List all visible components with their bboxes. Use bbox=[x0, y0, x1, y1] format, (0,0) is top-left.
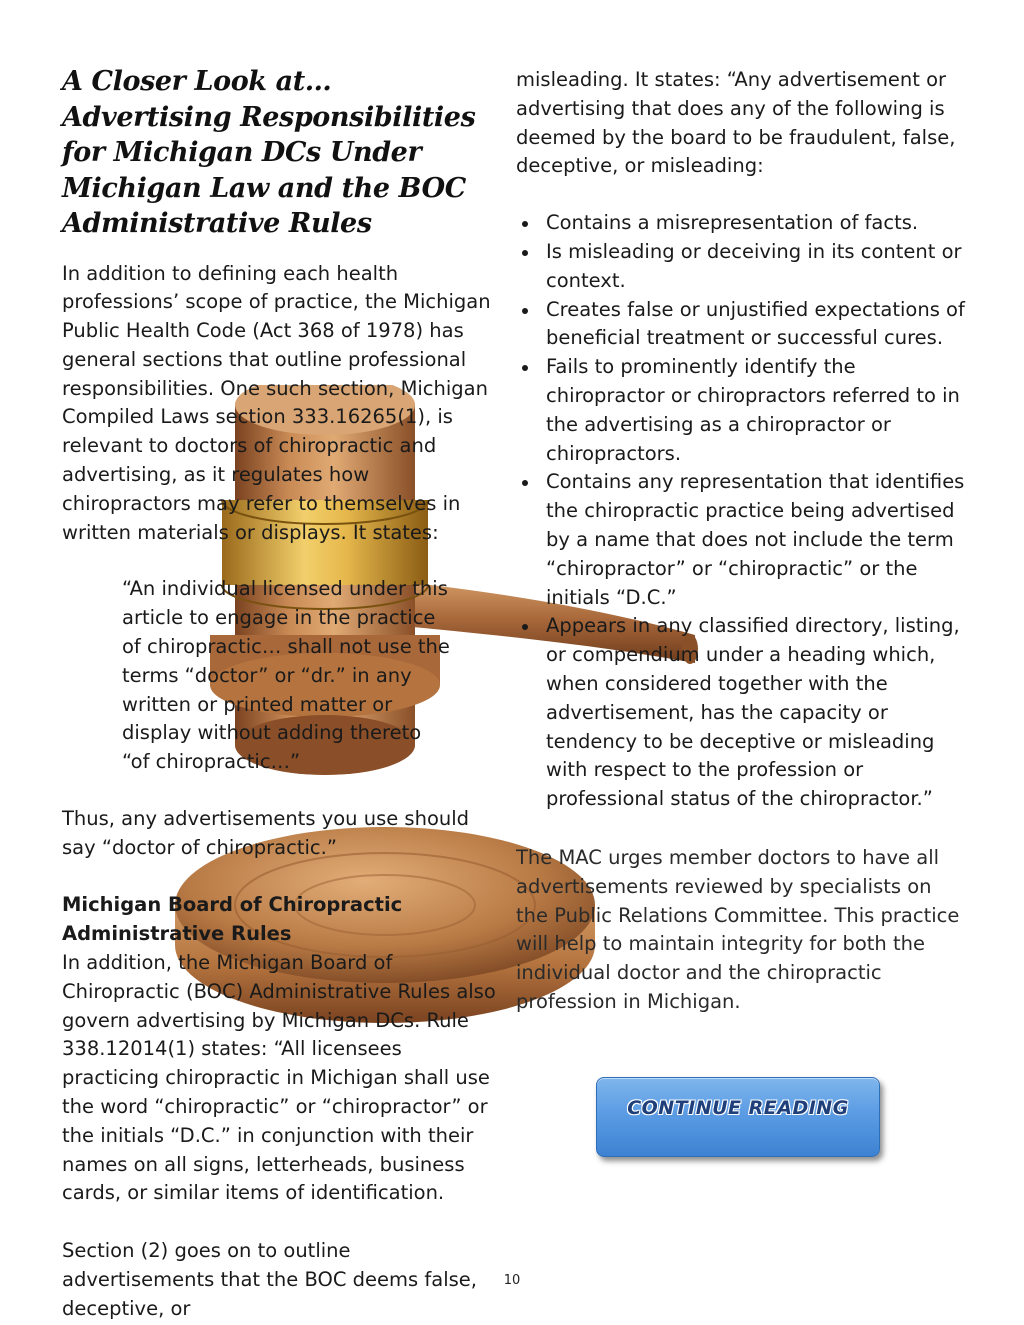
list-item: Is misleading or deceiving in its content or context. bbox=[546, 238, 966, 296]
right-column bbox=[516, 66, 966, 1017]
list-item: Fails to prominently identify the chiropractor or chiropractors referred to in the advertising as a chiropractor or chiropractors. bbox=[546, 353, 966, 468]
list-item: Contains a misrepresentation of facts. bbox=[546, 209, 966, 238]
rules-paragraph: In addition, the Michigan Board of Chiropractic (BOC) Administrative Rules also govern advertising by Michigan DCs. Rule 338.12014(1) states: “All licensees practicing chiropractic in Michigan shall use the word “chiropractic” or “chiropractor” or the initials “D.C.” in conjunction with their names on all signs, letterheads, business cards, or similar items of identification. bbox=[62, 951, 496, 1205]
continue-reading-label: CONTINUE READING bbox=[627, 1097, 849, 1119]
closing-paragraph: The MAC urges member doctors to have all advertisements reviewed by specialists on the Public Relations Committee. This practice will help to maintain integrity for both the individual doctor and the chiropractic profession in Michigan. bbox=[516, 845, 960, 1013]
section-subheading: Michigan Board of Chiropractic Administrative Rules bbox=[62, 893, 403, 946]
section2-paragraph: Section (2) goes on to outline advertisements that the BOC deems false, deceptive, or bbox=[62, 1239, 477, 1320]
law-quote: “An individual licensed under this article to engage in the practice of chiropractic… shall not use the terms “doctor” or “dr.” in any written or printed matter or display without adding thereto “of chiropractic…” bbox=[122, 577, 450, 774]
thus-paragraph: Thus, any advertisements you use should say “doctor of chiropractic.” bbox=[62, 807, 470, 859]
list-item: Appears in any classified directory, listing, or compendium under a heading which, when considered together with the advertisement, has the capacity or tendency to be deceptive or misleading with respect to the profession or professional status of the chiropractor.” bbox=[546, 612, 966, 814]
deceptive-ad-list bbox=[516, 209, 966, 814]
list-item: Contains any representation that identifies the chiropractic practice being advertised by a name that does not include the term “chiropractor” or “chiropractic” or the initials “D.C.” bbox=[546, 468, 966, 612]
intro-paragraph: In addition to defining each health professions’ scope of practice, the Michigan Public Health Code (Act 368 of 1978) has general sections that outline professional responsibilities. One such section, Michigan Compiled Laws section 333.16265(1), is relevant to doctors of chiropractic and advertising, as it regulates how chiropractors may refer to themselves in written materials or displays. It states: bbox=[62, 261, 491, 544]
left-column bbox=[62, 64, 502, 1323]
list-item: Creates false or unjustified expectations of beneficial treatment or successful cures. bbox=[546, 296, 966, 354]
continue-reading-button[interactable] bbox=[596, 1077, 880, 1157]
continued-paragraph: misleading. It states: “Any advertisement or advertising that does any of the following is deemed by the board to be fraudulent, false, deceptive, or misleading: bbox=[516, 68, 956, 178]
article-title: A Closer Look at… Advertising Responsibilities for Michigan DCs Under Michigan Law and the BOC Administrative Rules bbox=[62, 66, 476, 239]
page-number: 10 bbox=[503, 1273, 521, 1288]
